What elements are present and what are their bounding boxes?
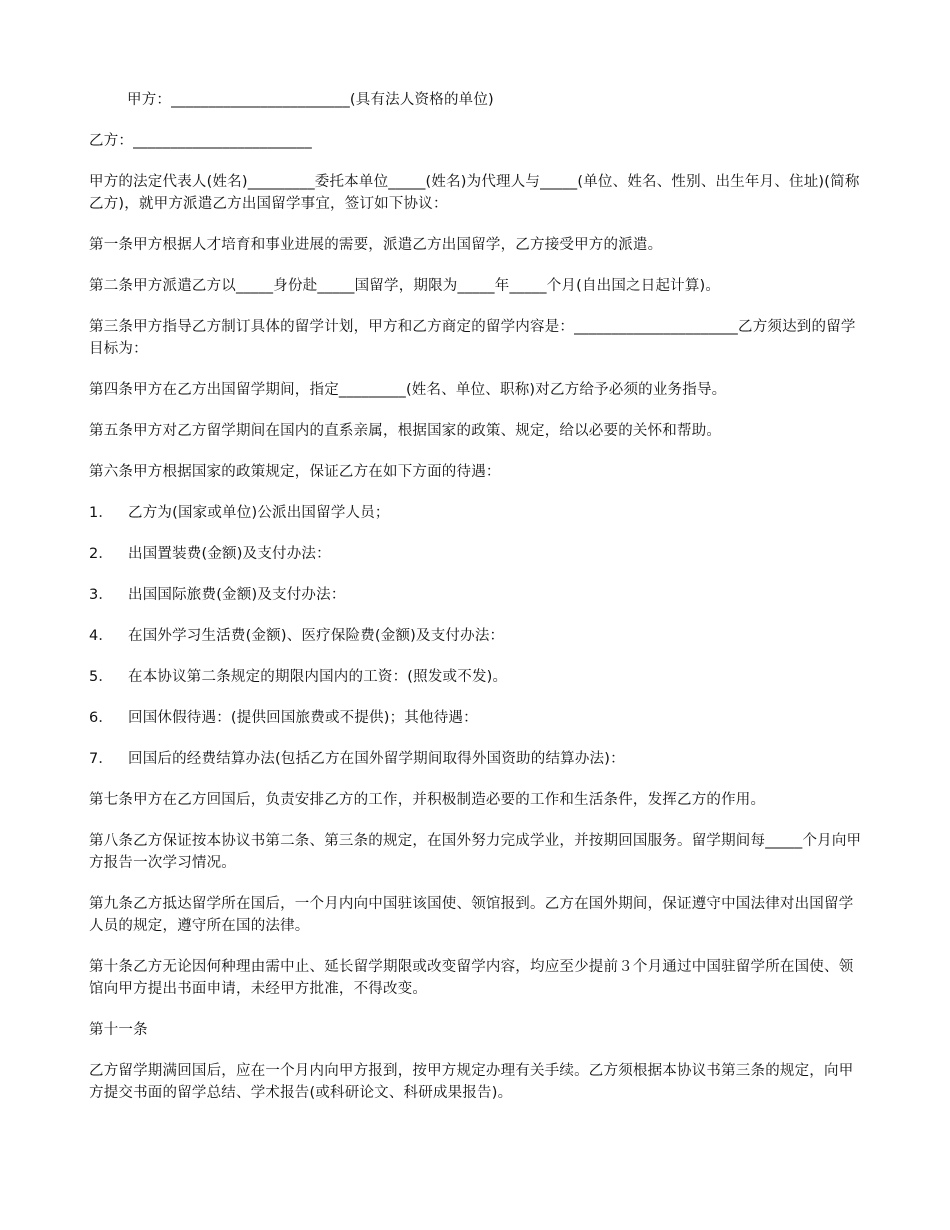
list-item-text: 回国后的经费结算办法(包括乙方在国外留学期间取得外国资助的结算办法)：	[128, 751, 625, 767]
list-item-number: 6．	[89, 710, 114, 726]
list-item-text: 出国置装费(金额)及支付办法：	[128, 546, 331, 562]
article-1: 第一条甲方根据人才培育和事业进展的需要，派遣乙方出国留学，乙方接受甲方的派遣。	[89, 237, 663, 253]
list-item-text: 乙方为(国家或单位)公派出国留学人员；	[128, 505, 390, 521]
list-item-text: 回国休假待遇：(提供回国旅费或不提供)；其他待遇：	[128, 710, 478, 726]
list-item	[89, 502, 863, 524]
list-item-text: 在国外学习生活费(金额)、医疗保险费(金额)及支付办法：	[128, 628, 505, 644]
article-5: 第五条甲方对乙方留学期间在国内的直系亲属，根据国家的政策、规定，给以必要的关怀和帮助。	[89, 423, 722, 439]
list-item	[89, 543, 863, 565]
article-8: 第八条乙方保证按本协议书第二条、第三条的规定，在国外努力完成学业，并按期回国服务。留学期间每_____个月向甲方报告一次学习情况。	[89, 833, 862, 871]
article-11-body: 乙方留学期满回国后，应在一个月内向甲方报到，按甲方规定办理有关手续。乙方须根据本协议书第三条的规定，向甲方提交书面的留学总结、学术报告(或科研论文、科研成果报告)。	[89, 1063, 854, 1101]
list-item-number: 2．	[89, 546, 114, 562]
article-6: 第六条甲方根据国家的政策规定，保证乙方在如下方面的待遇：	[89, 464, 501, 480]
list-item	[89, 707, 863, 729]
list-item-number: 5．	[89, 669, 114, 685]
list-item	[89, 748, 863, 770]
list-item-number: 7．	[89, 751, 114, 767]
list-item-number: 4．	[89, 628, 114, 644]
list-item-number: 1．	[89, 505, 114, 521]
article-3: 第三条甲方指导乙方制订具体的留学计划，甲方和乙方商定的留学内容是：______________________乙方须达到的留学目标为：	[89, 319, 856, 357]
list-item	[89, 666, 863, 688]
article-10: 第十条乙方无论因何种理由需中止、延长留学期限或改变留学内容，均应至少提前３个月通过中国驻留学所在国使、领馆向甲方提出书面申请，未经甲方批准，不得改变。	[89, 959, 854, 997]
article-2: 第二条甲方派遣乙方以_____身份赴_____国留学，期限为_____年_____个月(自出国之日起计算)。	[89, 278, 721, 294]
list-item	[89, 584, 863, 606]
party-b-line: 乙方：________________________	[89, 133, 312, 149]
list-item-text: 出国国际旅费(金额)及支付办法：	[128, 587, 346, 603]
party-a-line: 甲方：________________________(具有法人资格的单位)	[127, 92, 494, 108]
article-11-heading: 第十一条	[89, 1022, 148, 1038]
list-item	[89, 625, 863, 647]
list-item-number: 3．	[89, 587, 114, 603]
article-4: 第四条甲方在乙方出国留学期间，指定_________(姓名、单位、职称)对乙方给予必须的业务指导。	[89, 382, 727, 398]
article-7: 第七条甲方在乙方回国后，负责安排乙方的工作，并积极制造必要的工作和生活条件，发挥乙方的作用。	[89, 792, 766, 808]
agreement-preamble: 甲方的法定代表人(姓名)_________委托本单位_____(姓名)为代理人与_____(单位、姓名、性别、出生年月、住址)(简称乙方)，就甲方派遣乙方出国留学事宜，签订如下协议：	[89, 174, 860, 212]
article-9: 第九条乙方抵达留学所在国后，一个月内向中国驻该国使、领馆报到。乙方在国外期间，保证遵守中国法律对出国留学人员的规定，遵守所在国的法律。	[89, 896, 854, 934]
list-item-text: 在本协议第二条规定的期限内国内的工资：(照发或不发)。	[128, 669, 508, 685]
